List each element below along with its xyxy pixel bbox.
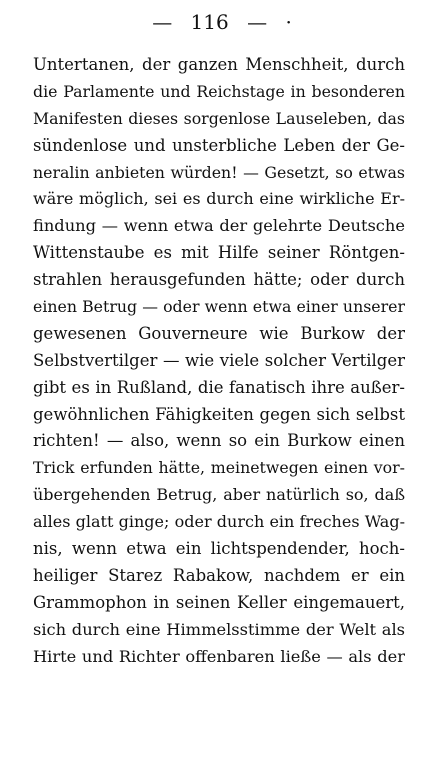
text-line: richten! — also, wenn so ein Burkow einen — [33, 431, 405, 451]
text-line: gibt es in Rußland, die fanatisch ihre außer- — [33, 377, 405, 397]
text-line: übergehenden Betrug, aber natürlich so, daß — [33, 485, 405, 505]
text-line: gewöhnlichen Fähigkeiten gegen sich selbst — [33, 404, 405, 424]
page-number: 116 — [190, 10, 229, 34]
text-line: Trick erfunden hätte, meinetwegen einen vor- — [33, 458, 405, 478]
text-line: neralin anbieten würden! — Gesetzt, so etwas — [33, 162, 405, 182]
text-line: einen Betrug — oder wenn etwa einer unserer — [33, 297, 405, 317]
text-line: gewesenen Gouverneure wie Burkow der — [33, 323, 405, 343]
header-right-dash: — — [247, 10, 268, 34]
text-line: Untertanen, der ganzen Menschheit, durch — [33, 55, 405, 74]
text-line: wäre möglich, sei es durch eine wirkliche Er- — [33, 189, 405, 209]
text-line: heiliger Starez Rabakow, nachdem er ein — [33, 565, 405, 585]
text-line: Selbstvertilger — wie viele solcher Vertilger — [33, 350, 405, 370]
text-line: Manifesten dieses sorgenlose Lauseleben, das — [33, 108, 405, 128]
body-text — [33, 52, 405, 670]
text-line: Grammophon in seinen Keller eingemauert, — [33, 592, 405, 612]
text-line: strahlen herausgefunden hätte; oder durch — [33, 270, 405, 290]
page-header — [0, 8, 432, 36]
text-line: nis, wenn etwa ein lichtspendender, hoch- — [33, 539, 405, 559]
text-line: findung — wenn etwa der gelehrte Deutsche — [33, 216, 405, 236]
text-line: Hirte und Richter offenbaren ließe — als der — [33, 646, 405, 666]
text-line: sündenlose und unsterbliche Leben der Ge- — [33, 135, 405, 155]
header-mark: · — [285, 10, 292, 34]
text-line: sich durch eine Himmelsstimme der Welt als — [33, 619, 405, 639]
text-line: alles glatt ginge; oder durch ein freches Wag- — [33, 512, 405, 532]
text-line: die Parlamente und Reichstage in besonderen — [33, 81, 405, 101]
text-line: Wittenstaube es mit Hilfe seiner Röntgen- — [33, 243, 405, 263]
header-left-dash: — — [152, 10, 173, 34]
